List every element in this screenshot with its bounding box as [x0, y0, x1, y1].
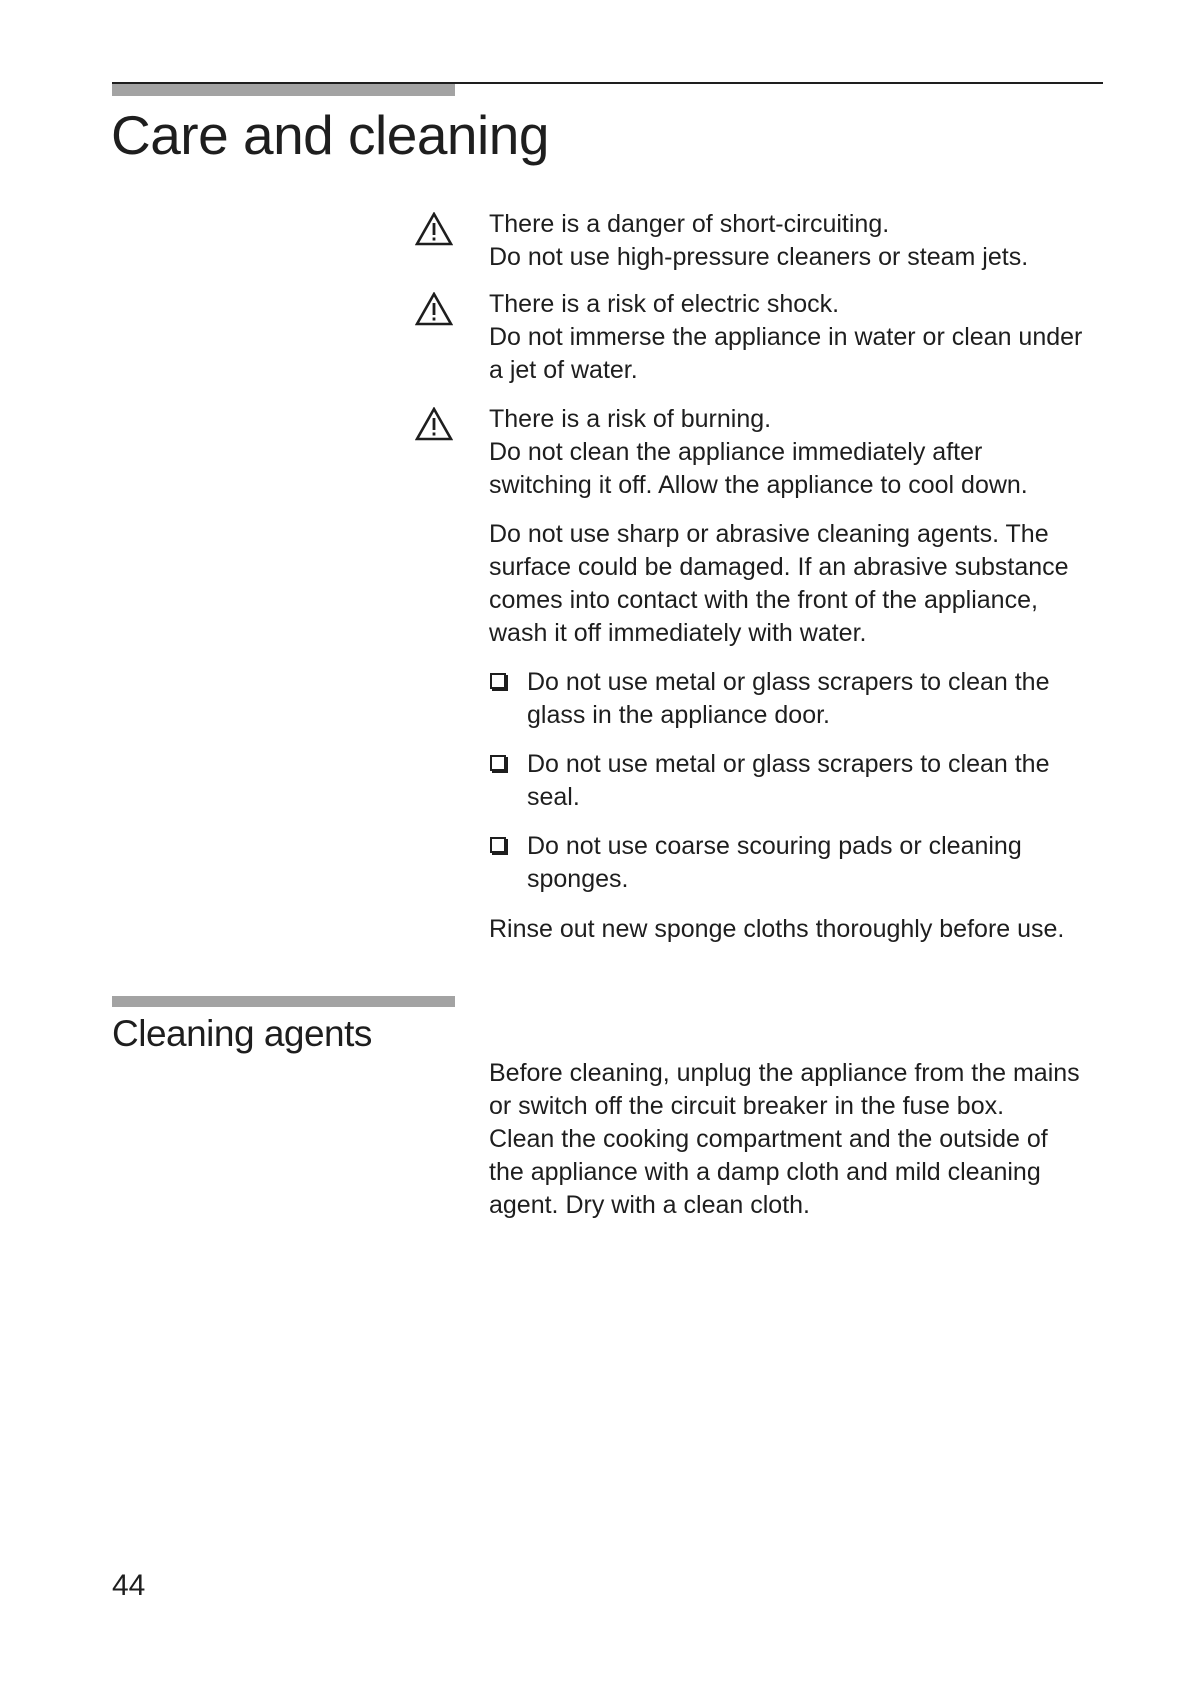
cleaning-agents-paragraph [489, 1057, 1109, 1222]
rinse-note-text: Rinse out new sponge cloths thoroughly before use. [489, 915, 1065, 943]
warning-line: Do not immerse the appliance in water or clean under [489, 323, 1083, 351]
warning-triangle-icon [415, 292, 453, 326]
bullet-line: Do not use metal or glass scrapers to clean the [527, 668, 1050, 696]
paragraph-line: Before cleaning, unplug the appliance from the mains [489, 1059, 1080, 1087]
subsection-title-bar [112, 996, 455, 1007]
bullet-line: glass in the appliance door. [527, 701, 830, 729]
warning-short-circuit [489, 208, 1109, 274]
warning-triangle-icon [415, 407, 453, 441]
paragraph-line: Clean the cooking compartment and the outside of [489, 1125, 1048, 1153]
bullet-line: sponges. [527, 865, 629, 893]
page-title: Care and cleaning [111, 104, 549, 166]
abrasive-paragraph [489, 518, 1109, 650]
paragraph-line: agent. Dry with a clean cloth. [489, 1191, 810, 1219]
bullet-item [489, 666, 1109, 732]
checkbox-bullet-icon [490, 673, 506, 689]
warning-triangle-icon [415, 212, 453, 246]
paragraph-line: the appliance with a damp cloth and mild cleaning [489, 1158, 1041, 1186]
bullet-line: Do not use coarse scouring pads or cleaning [527, 832, 1022, 860]
page-number: 44 [112, 1569, 146, 1602]
section-title-bar [112, 84, 455, 96]
subsection-title: Cleaning agents [112, 1013, 372, 1054]
bullet-item [489, 830, 1109, 896]
warning-line: switching it off. Allow the appliance to cool down. [489, 471, 1028, 499]
rinse-note [489, 913, 1109, 946]
warning-line: There is a risk of electric shock. [489, 290, 840, 318]
warning-line: Do not clean the appliance immediately after [489, 438, 983, 466]
warning-line: a jet of water. [489, 356, 638, 384]
bullet-line: seal. [527, 783, 580, 811]
warning-line: There is a danger of short-circuiting. [489, 210, 890, 238]
paragraph-line: comes into contact with the front of the appliance, [489, 586, 1038, 614]
warning-line: Do not use high-pressure cleaners or steam jets. [489, 243, 1029, 271]
paragraph-line: surface could be damaged. If an abrasive substance [489, 553, 1069, 581]
bullet-item [489, 748, 1109, 814]
paragraph-line: Do not use sharp or abrasive cleaning agents. The [489, 520, 1049, 548]
warning-electric-shock [489, 288, 1109, 387]
paragraph-line: wash it off immediately with water. [489, 619, 867, 647]
warning-line: There is a risk of burning. [489, 405, 772, 433]
checkbox-bullet-icon [490, 837, 506, 853]
bullet-line: Do not use metal or glass scrapers to clean the [527, 750, 1050, 778]
warning-burning [489, 403, 1109, 502]
checkbox-bullet-icon [490, 755, 506, 771]
paragraph-line: or switch off the circuit breaker in the fuse box. [489, 1092, 1005, 1120]
